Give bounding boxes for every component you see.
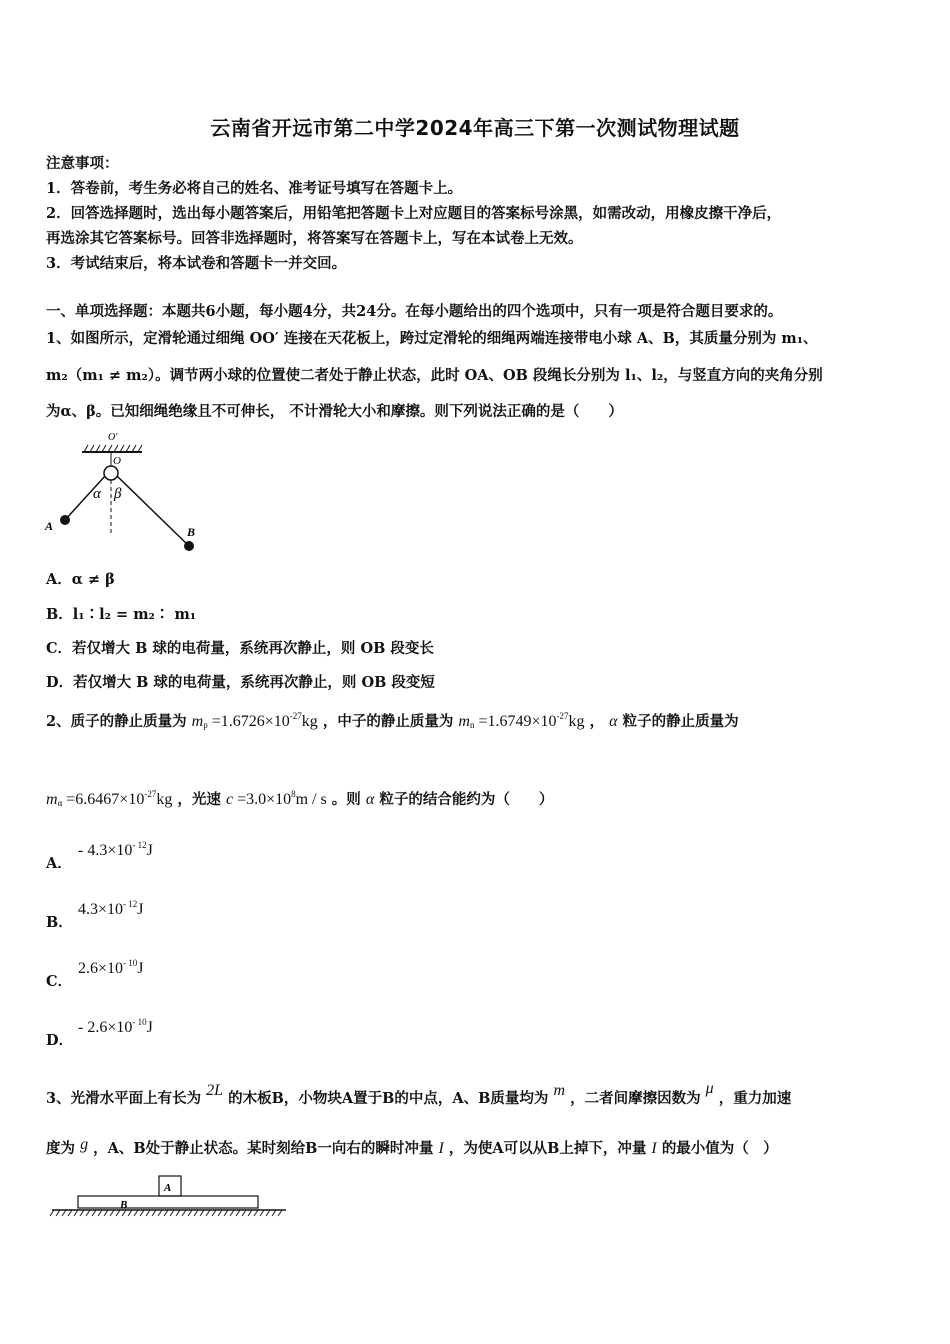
q1-option-d: D．若仅增大 B 球的电荷量，系统再次静止，则 OB 段变短 xyxy=(46,674,435,691)
proton-mass: $m_p =1.6726\times 10^{-27}kg$ xyxy=(191,711,318,730)
q2-text: 2、质子的静止质量为 xyxy=(46,713,187,730)
ball-a xyxy=(60,515,70,525)
q1-stem-line: m₂（m₁ ≠ m₂）。调节两小球的位置使二者处于静止状态，此时 OA、OB 段绳长分别为 l₁、l₂，与竖直方向的夹角分别 xyxy=(46,367,823,384)
q1-stem-line: 为α、β。已知细绳绝缘且不可伸长， 不计滑轮大小和摩擦。则下列说法正确的是（ ） xyxy=(46,403,623,420)
notice-item: 2．回答选择题时，选出每小题答案后，用铅笔把答题卡上对应题目的答案标号涂黑，如需改动，用橡皮擦干净后， xyxy=(46,205,782,222)
q2-text: 粒子的静止质量为 xyxy=(622,713,739,730)
label-alpha: α xyxy=(93,486,101,502)
q3-text: 3、光滑水平面上有长为 xyxy=(46,1090,202,1107)
q3-stem-line xyxy=(46,1137,778,1158)
q3-text: 的木板B，小物块A置于B的中点，A、B质量均为 xyxy=(228,1090,549,1107)
q3-board-diagram xyxy=(46,1172,296,1222)
section-heading: 一、单项选择题：本题共6小题，每小题4分，共24分。在每小题给出的四个选项中，只有一项是符合题目要求的。 xyxy=(46,303,783,320)
q3-text: ，A、B处于静止状态。某时刻给B一向右的瞬时冲量 xyxy=(93,1140,434,1157)
impulse-symbol: I xyxy=(651,1140,657,1157)
page-title: 云南省开远市第二中学2024年高三下第一次测试物理试题 xyxy=(210,116,740,140)
friction-coefficient: μ xyxy=(705,1080,714,1097)
gravity-symbol: g xyxy=(80,1136,89,1153)
light-speed: $c =3.0\times 10^8m / s$ xyxy=(225,789,327,808)
mass-symbol: m xyxy=(553,1082,566,1099)
q1-pulley-diagram xyxy=(40,426,210,556)
q2-option-b-label: B． xyxy=(46,914,73,931)
q1-stem-line: 1、如图所示，定滑轮通过细绳 OO′ 连接在天花板上，跨过定滑轮的细绳两端连接带电小球 A、B，其质量分别为 m₁、 xyxy=(46,330,818,347)
q3-text: 的最小值为（ ） xyxy=(661,1140,778,1157)
label-a: A xyxy=(45,519,54,533)
label-o-prime: O′ xyxy=(108,432,118,443)
notice-item: 3．考试结束后，将本试卷和答题卡一并交回。 xyxy=(46,255,347,272)
q2-text: ， xyxy=(589,713,605,730)
q3-text: ，为使A可以从B上掉下，冲量 xyxy=(448,1140,647,1157)
label-o: O xyxy=(113,455,121,467)
q3-text: ，重力加速 xyxy=(718,1090,792,1107)
alpha-symbol: α xyxy=(609,713,618,730)
q2-stem-line xyxy=(46,710,739,731)
neutron-mass: $m_n =1.6749\times 10^{-27}kg$ xyxy=(458,711,585,730)
q3-text: 度为 xyxy=(46,1140,75,1157)
board-length: 2L xyxy=(206,1082,224,1099)
pulley-wheel xyxy=(104,466,118,480)
q3-stem-line xyxy=(46,1080,792,1108)
alpha-symbol: α xyxy=(365,791,375,808)
q3-text: ，二者间摩擦因数为 xyxy=(570,1090,701,1107)
notice-item: 再选涂其它答案标号。回答非选择题时，将答案写在答题卡上，写在本试卷上无效。 xyxy=(46,230,583,247)
label-b: B xyxy=(187,525,196,539)
label-a: A xyxy=(164,1182,172,1194)
q2-option-d-value: - $2.6\times 10^{- 10}J$ xyxy=(78,1017,153,1036)
q2-option-c-label: C． xyxy=(46,973,73,990)
ball-b xyxy=(184,541,194,551)
notice-item: 1．答卷前，考生务必将自己的姓名、准考证号填写在答题卡上。 xyxy=(46,180,463,197)
label-b: B xyxy=(120,1199,128,1211)
q2-option-c-value: $2.6\times 10^{- 10}J$ xyxy=(78,958,144,977)
q2-option-d-label: D． xyxy=(46,1032,74,1049)
q2-option-a-label: A． xyxy=(46,855,72,872)
q2-text: ，光速 xyxy=(177,791,221,808)
q2-text: 粒子的结合能约为（ ） xyxy=(379,791,554,808)
q2-stem-line xyxy=(46,788,553,809)
board-b xyxy=(78,1196,258,1208)
label-beta: β xyxy=(114,486,122,502)
notice-heading: 注意事项： xyxy=(46,155,119,172)
q1-option-a: A．α ≠ β xyxy=(46,571,115,588)
rope-ob xyxy=(117,476,189,546)
q2-option-a-value: - $4.3\times 10^{- 12}J$ xyxy=(78,840,153,859)
impulse-symbol: I xyxy=(438,1140,444,1157)
alpha-mass: $m_\alpha =6.6467\times 10^{-27}kg$ xyxy=(46,789,173,808)
q1-option-c: C．若仅增大 B 球的电荷量，系统再次静止，则 OB 段变长 xyxy=(46,640,434,657)
q2-option-b-value: $4.3\times 10^{- 12}J$ xyxy=(78,899,144,918)
q2-text: ，中子的静止质量为 xyxy=(322,713,454,730)
q2-text: 。则 xyxy=(331,791,361,808)
q1-option-b: B．l₁∶l₂ = m₂∶ m₁ xyxy=(46,606,197,623)
